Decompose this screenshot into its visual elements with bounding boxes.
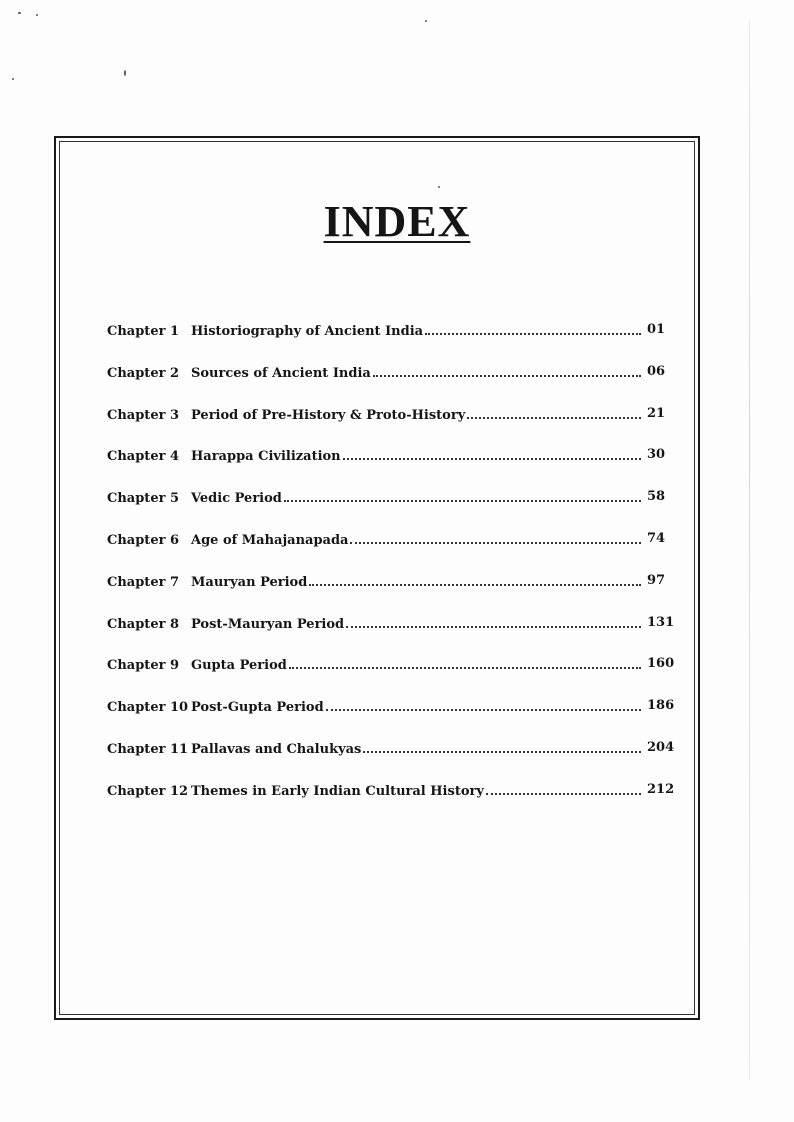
page-number: 131 <box>647 614 675 630</box>
leader-dots <box>363 751 641 753</box>
chapter-row <box>107 698 687 740</box>
chapter-entry <box>191 324 641 339</box>
chapter-title: Post-Mauryan Period <box>191 616 345 632</box>
chapter-title: Harappa Civilization <box>191 449 341 465</box>
chapter-row <box>107 406 687 448</box>
chapter-title: Sources of Ancient India <box>191 365 371 381</box>
leader-dots <box>284 500 641 502</box>
page-number: 58 <box>647 489 666 505</box>
leader-dots <box>373 375 641 377</box>
page-number: 01 <box>647 322 666 337</box>
chapter-entry <box>191 700 641 715</box>
leader-dots <box>309 584 641 586</box>
leader-dots <box>326 709 641 711</box>
chapter-title: Post-Gupta Period <box>191 700 324 716</box>
chapter-number: Chapter 4 <box>107 449 180 465</box>
chapter-title: Themes in Early Indian Cultural History <box>191 783 484 799</box>
scan-speck <box>18 12 21 14</box>
chapter-row <box>107 782 687 824</box>
chapter-list <box>107 322 687 824</box>
chapter-number: Chapter 7 <box>107 574 180 590</box>
chapter-number: Chapter 10 <box>107 700 189 716</box>
chapter-entry <box>191 575 641 590</box>
chapter-entry <box>191 617 641 632</box>
chapter-number: Chapter 8 <box>107 616 180 632</box>
leader-dots <box>289 667 641 669</box>
chapter-row <box>107 573 687 615</box>
chapter-row <box>107 364 687 406</box>
page-number: 06 <box>647 363 666 379</box>
chapter-title: Gupta Period <box>191 658 287 674</box>
chapter-row <box>107 615 687 657</box>
chapter-entry <box>191 408 641 423</box>
chapter-row <box>107 656 687 698</box>
leader-dots <box>350 542 641 544</box>
chapter-row <box>107 531 687 573</box>
chapter-title: Mauryan Period <box>191 574 308 590</box>
chapter-number: Chapter 6 <box>107 532 180 548</box>
page-number: 212 <box>647 781 675 797</box>
chapter-row <box>107 447 687 489</box>
chapter-number: Chapter 1 <box>107 324 180 339</box>
chapter-entry <box>191 533 641 548</box>
scan-speck <box>36 14 38 16</box>
chapter-entry <box>191 658 641 673</box>
scan-speck <box>425 20 427 22</box>
chapter-row <box>107 489 687 531</box>
chapter-number: Chapter 11 <box>107 741 189 757</box>
leader-dots <box>467 417 641 419</box>
page-number: 186 <box>647 698 675 714</box>
page-number: 74 <box>647 530 666 546</box>
scan-speck <box>12 78 14 80</box>
chapter-entry <box>191 449 641 464</box>
page-number: 30 <box>647 447 666 463</box>
chapter-number: Chapter 9 <box>107 658 180 674</box>
chapter-title: Historiography of Ancient India <box>191 324 424 339</box>
chapter-title: Period of Pre-History & Proto-History <box>191 407 466 423</box>
chapter-number: Chapter 12 <box>107 783 189 799</box>
page-number: 204 <box>647 739 675 755</box>
chapter-title: Age of Mahajanapada <box>191 532 349 548</box>
page-number: 160 <box>647 656 675 672</box>
chapter-entry <box>191 366 641 381</box>
chapter-number: Chapter 5 <box>107 491 180 507</box>
page-number: 21 <box>647 405 666 421</box>
leader-dots <box>346 626 641 628</box>
leader-dots <box>486 793 641 795</box>
page-title: INDEX <box>323 197 471 246</box>
chapter-number: Chapter 2 <box>107 365 180 381</box>
chapter-entry <box>191 784 641 799</box>
chapter-number: Chapter 3 <box>107 407 180 423</box>
chapter-row <box>107 740 687 782</box>
chapter-row <box>107 322 687 364</box>
chapter-entry <box>191 742 641 757</box>
page-number: 97 <box>647 572 666 588</box>
chapter-entry <box>191 491 641 506</box>
chapter-title: Vedic Period <box>191 491 282 507</box>
leader-dots <box>425 333 641 335</box>
chapter-title: Pallavas and Chalukyas <box>191 741 362 757</box>
leader-dots <box>343 458 641 460</box>
scan-speck <box>124 70 126 76</box>
scan-edge-line <box>749 20 750 1080</box>
